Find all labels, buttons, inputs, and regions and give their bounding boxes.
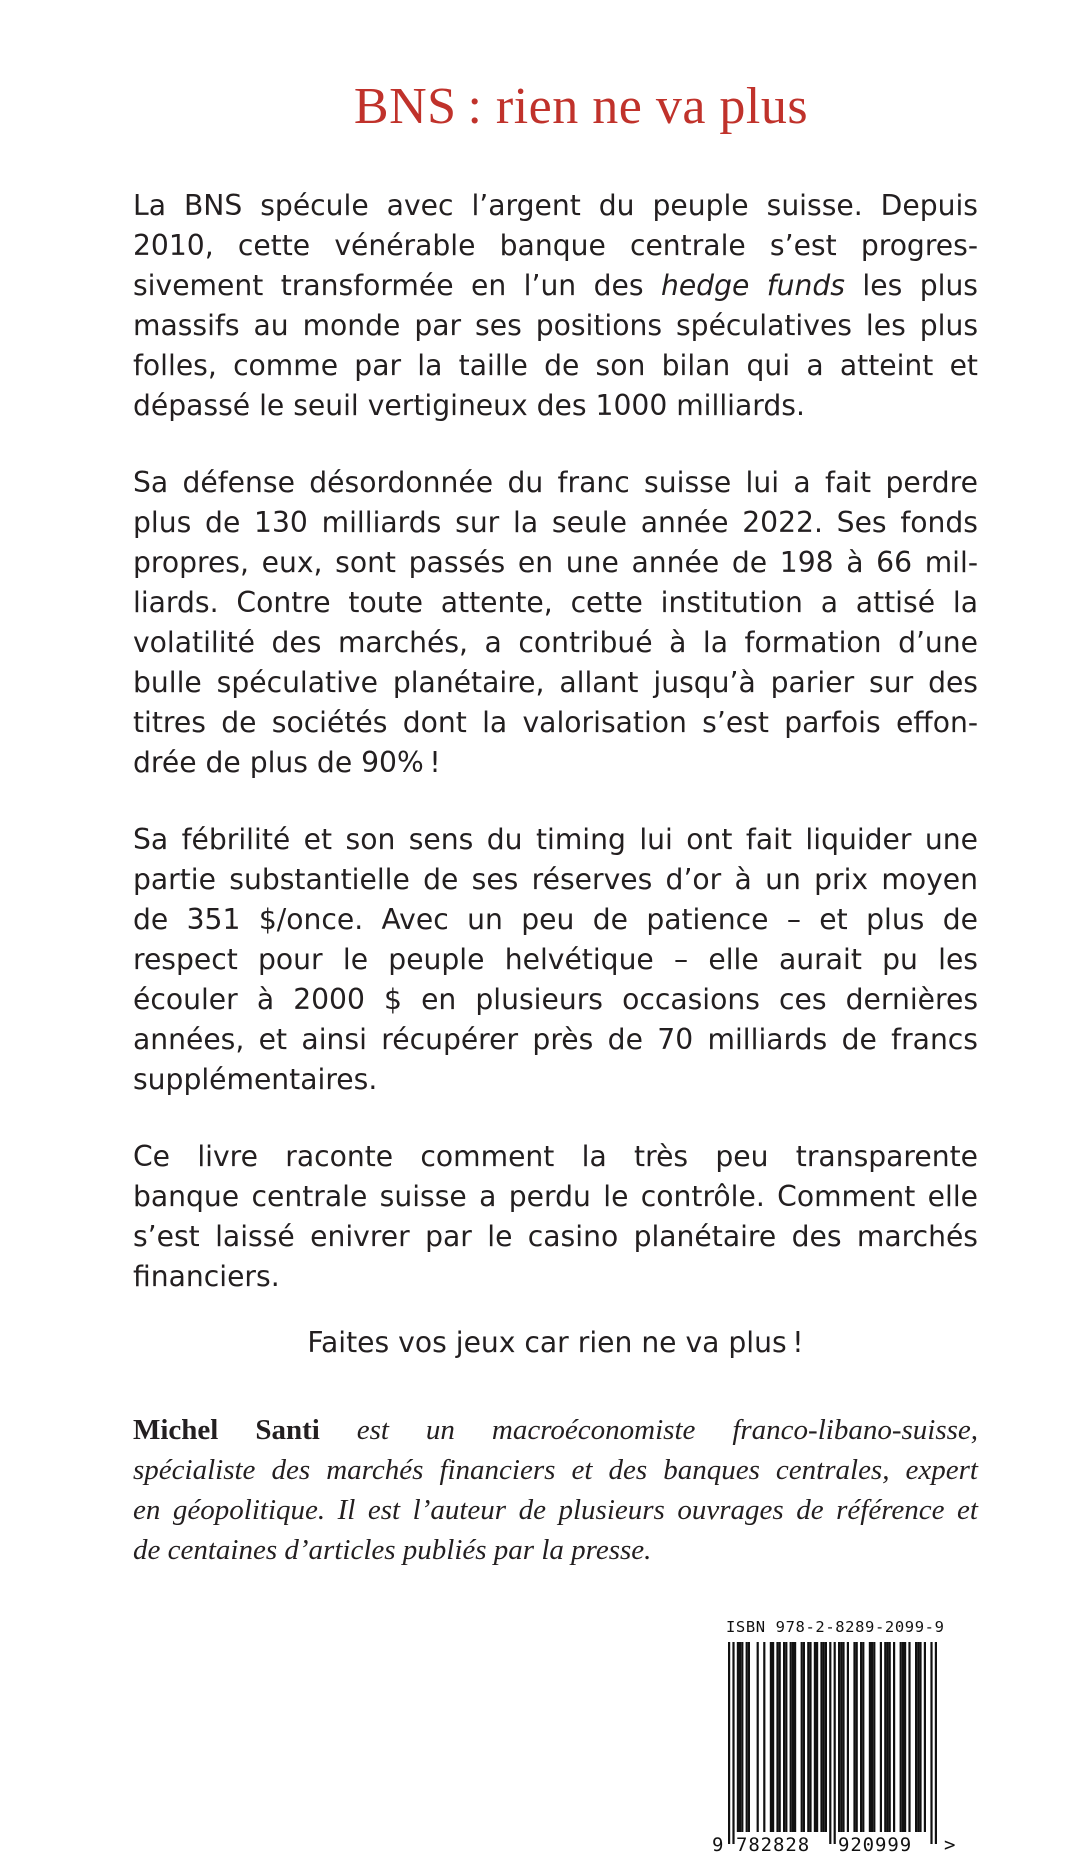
- barcode-bar: [924, 1642, 926, 1832]
- barcode-quiet-mark: >: [944, 1834, 957, 1856]
- paragraph-3-line: de 351 $/once. Avec un peu de patience – et plus de: [133, 903, 978, 936]
- paragraph-1-line: massifs au monde par ses positions spéculatives les plus: [133, 309, 978, 342]
- bio-line-1: [133, 1410, 978, 1450]
- paragraph-2-line: Sa défense désordonnée du franc suisse lui a fait perdre: [133, 466, 978, 499]
- paragraph-3-line: partie substantielle de ses réserves d’or à un prix moyen: [133, 863, 978, 896]
- barcode-bar: [820, 1642, 822, 1832]
- barcode-bar: [908, 1642, 910, 1832]
- barcode-bar: [853, 1642, 855, 1832]
- barcode-bar: [860, 1642, 862, 1832]
- barcode-bar: [842, 1642, 844, 1832]
- paragraph-4: [133, 1137, 978, 1297]
- author-bio: [133, 1410, 978, 1570]
- barcode-bar: [904, 1642, 906, 1832]
- barcode-bar: [801, 1642, 803, 1832]
- paragraph-1: [133, 186, 978, 426]
- barcode-bar: [825, 1642, 827, 1832]
- barcode-bar: [840, 1642, 842, 1832]
- paragraph-1-line: La BNS spécule avec l’argent du peuple suisse. Depuis: [133, 189, 978, 222]
- barcode-bar: [746, 1642, 748, 1832]
- barcode-bar: [748, 1642, 750, 1832]
- paragraph-1-line: folles, comme par la taille de son bilan qui a atteint et: [133, 349, 978, 382]
- paragraph-1-line: 2010, cette vénérable banque centrale s’est progres-: [133, 229, 978, 262]
- paragraph-2-line: titres de sociétés dont la valorisation s’est parfois effon-: [133, 706, 978, 739]
- barcode-left-digits: 782828: [736, 1834, 811, 1856]
- isbn-label: ISBN 978-2-8289-2099-9: [726, 1618, 945, 1636]
- barcode-bar: [886, 1642, 888, 1832]
- paragraph-2: [133, 463, 978, 783]
- barcode-bar: [873, 1642, 875, 1832]
- paragraph-2-line: bulle spéculative planétaire, allant jusqu’à parier sur des: [133, 666, 978, 699]
- paragraph-2-line: volatilité des marchés, a contribué à la formation d’une: [133, 626, 978, 659]
- barcode-bar: [779, 1642, 781, 1832]
- barcode-bar: [792, 1642, 794, 1832]
- bio-line-3: en géopolitique. Il est l’auteur de plusieurs ouvrages de référence et: [133, 1494, 978, 1526]
- barcode-bar: [829, 1642, 831, 1844]
- paragraph-3-line: Sa fébrilité et son sens du timing lui ont fait liquider une: [133, 823, 978, 856]
- barcode-bar: [884, 1642, 886, 1832]
- barcode-bar: [737, 1642, 739, 1832]
- barcode-bar: [880, 1642, 882, 1832]
- barcode-bar: [757, 1642, 759, 1832]
- paragraph-4-line: Ce livre raconte comment la très peu transparente: [133, 1140, 978, 1173]
- paragraph-4-line: s’est laissé enivrer par le casino planétaire des marchés: [133, 1220, 978, 1253]
- barcode-bar: [869, 1642, 871, 1832]
- paragraph-4-line: financiers.: [133, 1260, 280, 1293]
- barcode-bar: [838, 1642, 840, 1832]
- barcode-bar: [871, 1642, 873, 1832]
- barcode-bar: [741, 1642, 743, 1832]
- bio-line-4: de centaines d’articles publiés par la presse.: [133, 1534, 652, 1566]
- barcode-bar: [917, 1642, 919, 1832]
- bio-line-2: spécialiste des marchés financiers et des banques centrales, expert: [133, 1454, 978, 1486]
- barcode-bar: [763, 1642, 765, 1832]
- barcode-bar: [785, 1642, 787, 1832]
- barcode-bar: [902, 1642, 904, 1832]
- barcode-bar: [772, 1642, 774, 1832]
- bio-text-1: est un macroéconomiste franco-libano-suisse,: [356, 1414, 979, 1446]
- barcode-bar: [739, 1642, 741, 1832]
- barcode-right-digits: 920999: [838, 1834, 913, 1856]
- paragraph-3-line: respect pour le peuple helvétique – elle aurait pu les: [133, 943, 978, 976]
- barcode-bar: [862, 1642, 864, 1832]
- paragraph-3: [133, 820, 978, 1100]
- paragraph-1-line: sivement transformée en l’un des hedge funds les plus: [133, 269, 978, 302]
- barcode-bar: [816, 1642, 818, 1832]
- barcode-bar: [915, 1642, 917, 1832]
- barcode-bar: [732, 1642, 734, 1844]
- barcode-bars: [712, 1612, 974, 1856]
- paragraph-2-line: drée de plus de 90% !: [133, 746, 441, 779]
- paragraph-1-line: dépassé le seuil vertigineux des 1000 milliards.: [133, 389, 805, 422]
- barcode-bar: [770, 1642, 772, 1832]
- barcode-bar: [847, 1642, 849, 1832]
- paragraph-2-line: propres, eux, sont passés en une année de 198 à 66 mil-: [133, 546, 978, 579]
- closing-line: Faites vos jeux car rien ne va plus !: [307, 1326, 804, 1359]
- paragraph-4-line: banque centrale suisse a perdu le contrôle. Comment elle: [133, 1180, 978, 1213]
- paragraph-2-line: plus de 130 milliards sur la seule année 2022. Ses fonds: [133, 506, 978, 539]
- barcode-bar: [776, 1642, 778, 1832]
- paragraph-3-line: années, et ainsi récupérer près de 70 milliards de francs: [133, 1023, 978, 1056]
- barcode-bar: [794, 1642, 796, 1832]
- book-title: BNS : rien ne va plus: [353, 78, 809, 135]
- barcode-bar: [893, 1642, 895, 1832]
- isbn-barcode: [712, 1612, 974, 1856]
- barcode-bar: [834, 1642, 836, 1844]
- paragraph-2-line: liards. Contre toute attente, cette institution a attisé la: [133, 586, 978, 619]
- barcode-bar: [856, 1642, 858, 1832]
- author-name: Michel Santi: [133, 1414, 320, 1446]
- paragraph-3-line: écouler à 2000 $ en plusieurs occasions ces dernières: [133, 983, 978, 1016]
- barcode-bar: [728, 1642, 730, 1844]
- barcode-lead-digit: 9: [712, 1834, 725, 1856]
- barcode-bar: [823, 1642, 825, 1832]
- barcode-bar: [900, 1642, 902, 1832]
- barcode-bar: [814, 1642, 816, 1832]
- barcode-bar: [930, 1642, 932, 1844]
- barcode-bar: [809, 1642, 811, 1832]
- barcode-bar: [919, 1642, 921, 1832]
- barcode-bar: [889, 1642, 891, 1832]
- barcode-bar: [803, 1642, 805, 1832]
- barcode-bar: [783, 1642, 785, 1832]
- barcode-bar: [790, 1642, 792, 1832]
- barcode-bar: [935, 1642, 937, 1844]
- barcode-bar: [807, 1642, 809, 1832]
- paragraph-3-line: supplémentaires.: [133, 1063, 378, 1096]
